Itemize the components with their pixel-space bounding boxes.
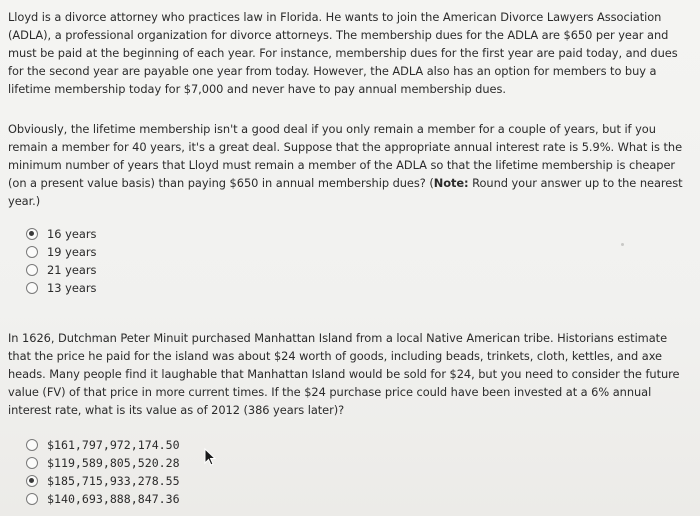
q2-option-label[interactable]: $185,715,933,278.55 [47, 474, 180, 488]
radio[interactable] [26, 439, 38, 451]
mouse-pointer-icon [203, 448, 217, 466]
question-1-intro [8, 8, 688, 98]
question-2-paragraph: In 1626, Dutchman Peter Minuit purchased Manhattan Island from a local Native American tribe. Historians estimate that the price he paid for the island was about $24 worth of goods, including beads, trinkets, cloth, kettles, and axe heads. Many people find it laughable that Manhattan Island would be sold for $24, but you need to consider the future value (FV) of that price in more current times. If the $24 purchase price could have been invested at a 6% annual interest rate, what is its value as of 2012 (386 years later)? [8, 331, 680, 417]
q2-option[interactable] [26, 490, 180, 508]
q1-option[interactable] [26, 261, 96, 279]
radio[interactable] [26, 246, 38, 258]
q2-option[interactable] [26, 454, 180, 472]
note-text: Round your answer up to the nearest year.) [8, 176, 683, 208]
question-1-paragraph-1: Lloyd is a divorce attorney who practices law in Florida. He wants to join the American Divorce Lawyers Association (ADLA), a professional organization for divorce attorneys. The membership dues for the ADLA are $650 per year and must be paid at the beginning of each year. For instance, membership dues for the first year are paid today, and dues for the second year are payable one year from today. However, the ADLA also has an option for members to buy a lifetime membership today for $7,000 and never have to pay annual membership dues. [8, 10, 678, 96]
q2-option-label[interactable]: $140,693,888,847.36 [47, 492, 180, 506]
dust-speck [621, 243, 624, 246]
q1-option[interactable] [26, 225, 96, 243]
q1-option-label[interactable]: 13 years [47, 281, 97, 295]
radio[interactable] [26, 282, 38, 294]
question-1-options [26, 225, 96, 297]
q1-option[interactable] [26, 279, 96, 297]
q1-option-label[interactable]: 21 years [47, 263, 97, 277]
question-1-prompt [8, 120, 688, 210]
q1-option[interactable] [26, 243, 96, 261]
question-2-options [26, 436, 180, 508]
q2-option[interactable] [26, 436, 180, 454]
q2-option-label[interactable]: $119,589,805,520.28 [47, 456, 180, 470]
question-1-paragraph-2: Obviously, the lifetime membership isn't a good deal if you only remain a member for a couple of years, but if you remain a member for 40 years, it's a great deal. Suppose that the appropriate annual interest rate is 5.9%. What is the minimum number of years that Lloyd must remain a member of the ADLA so that the lifetime membership is cheaper (on a present value basis) than paying $650 in annual membership dues? ( [8, 122, 683, 190]
radio-selected[interactable] [26, 475, 38, 487]
radio-selected[interactable] [26, 228, 38, 240]
radio[interactable] [26, 264, 38, 276]
q2-option[interactable] [26, 472, 180, 490]
q1-option-label[interactable]: 19 years [47, 245, 97, 259]
radio[interactable] [26, 493, 38, 505]
question-2-prompt [8, 329, 688, 419]
note-label: Note: [433, 176, 469, 190]
q2-option-label[interactable]: $161,797,972,174.50 [47, 438, 180, 452]
q1-option-label[interactable]: 16 years [47, 227, 97, 241]
radio[interactable] [26, 457, 38, 469]
